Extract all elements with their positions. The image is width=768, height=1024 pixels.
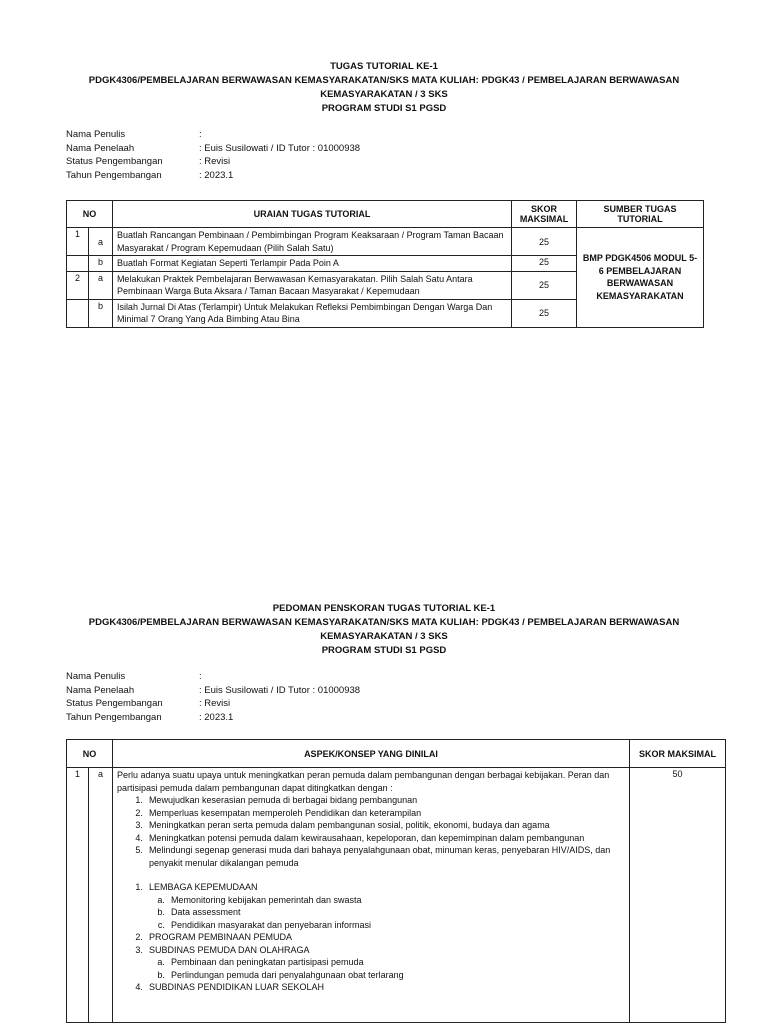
- row-no: 1: [67, 228, 89, 256]
- list-number: 4.: [135, 982, 143, 992]
- header-aspek: ASPEK/KONSEP YANG DINILAI: [112, 740, 629, 768]
- tugas-tutorial-page: [0, 60, 768, 324]
- list-item: [117, 969, 625, 982]
- title-line: PROGRAM STUDI S1 PGSD: [321, 103, 447, 114]
- meta-row: [66, 155, 768, 169]
- list-item: [117, 919, 625, 932]
- title-line: PROGRAM STUDI S1 PGSD: [321, 645, 447, 656]
- meta-row: [66, 169, 768, 183]
- list-text: Perlindungan pemuda dari penyalahgunaan obat terlarang: [170, 969, 404, 980]
- list-number: c.: [157, 919, 165, 930]
- row-no: [67, 256, 89, 272]
- meta-row: [66, 711, 768, 725]
- list-text: SUBDINAS PENDIDIKAN LUAR SEKOLAH: [148, 982, 324, 992]
- meta-label: Tahun Pengembangan: [66, 169, 162, 181]
- list-item: [117, 894, 625, 907]
- meta-value: :: [199, 671, 202, 682]
- list-number: b.: [157, 969, 165, 980]
- row-skor: 50: [630, 768, 726, 1023]
- pedoman-penskoran-page: [0, 602, 768, 992]
- meta-value: : Revisi: [199, 156, 231, 167]
- meta-value: : Revisi: [199, 698, 231, 709]
- row-text: Melakukan Praktek Pembelajaran Berwawasan Kemasyarakatan. Pilih Salah Satu Antara Pembinaan Warga Buta Aksara / Taman Bacaan Masyarakat / Kepemudaan: [112, 271, 511, 299]
- meta-label: Tahun Pengembangan: [66, 711, 162, 723]
- meta-label: Nama Penelaah: [66, 684, 135, 696]
- table-header-row: [67, 740, 726, 768]
- list-number: 2.: [135, 932, 143, 942]
- header-no: NO: [67, 740, 113, 768]
- title-line: KEMASYARAKATAN / 3 SKS: [320, 631, 448, 642]
- list-item: [117, 981, 625, 994]
- list-item: [117, 844, 625, 869]
- meta-row: [66, 684, 768, 698]
- meta-label: Status Pengembangan: [66, 156, 163, 167]
- meta-row: [66, 128, 768, 142]
- task-table: [66, 200, 704, 328]
- row-no: 1: [67, 768, 89, 1023]
- list-text: Memperluas kesempatan memperoleh Pendidikan dan keterampilan: [148, 807, 422, 818]
- meta-label: Status Pengembangan: [66, 698, 163, 709]
- meta-label: Nama Penulis: [66, 671, 126, 682]
- lembaga-list: [117, 881, 625, 994]
- meta-row: [66, 142, 768, 156]
- row-sub: b: [88, 256, 112, 272]
- list-item: [117, 956, 625, 969]
- row-skor: 25: [512, 256, 577, 272]
- header-sumber: SUMBER TUGAS TUTORIAL: [577, 201, 704, 228]
- document-meta: [66, 128, 768, 182]
- row-sub: a: [88, 271, 112, 299]
- page-title: [0, 602, 768, 658]
- header-skor: SKOR MAKSIMAL: [630, 740, 726, 768]
- list-item: [117, 807, 625, 820]
- meta-label: Nama Penelaah: [66, 142, 135, 154]
- table-row: [67, 768, 726, 1023]
- title-line: PDGK4306/PEMBELAJARAN BERWAWASAN KEMASYARAKATAN/SKS MATA KULIAH: PDGK43 / PEMBELAJARAN BERWAWASAN: [88, 75, 680, 86]
- list-number: a.: [157, 894, 165, 905]
- table-row: [67, 228, 704, 256]
- list-item: [117, 881, 625, 894]
- row-skor: 25: [512, 271, 577, 299]
- row-no: 2: [67, 271, 89, 299]
- aspek-content: [112, 768, 629, 1023]
- list-text: Meningkatkan potensi pemuda dalam kewirausahaan, kepeloporan, dan kepemimpinan dalam pembangunan: [148, 832, 585, 843]
- header-uraian: URAIAN TUGAS TUTORIAL: [112, 201, 511, 228]
- row-skor: 25: [512, 299, 577, 327]
- list-item: [117, 906, 625, 919]
- list-number: 5.: [135, 845, 143, 855]
- list-text: Melindungi segenap generasi muda dari bahaya penyalahgunaan obat, minuman keras, penyebaran HIV/AIDS, dan penyakit menular dikalangan pemuda: [148, 845, 611, 868]
- row-no: [67, 299, 89, 327]
- meta-value: : 2023.1: [199, 711, 234, 723]
- list-text: Mewujudkan keserasian pemuda di berbagai bidang pembangunan: [148, 795, 418, 805]
- list-text: LEMBAGA KEPEMUDAAN: [148, 882, 258, 892]
- list-number: 3.: [135, 820, 143, 830]
- meta-value: : 2023.1: [199, 169, 234, 181]
- meta-label: Nama Penulis: [66, 129, 126, 140]
- meta-value: :: [199, 129, 202, 140]
- row-sub: a: [88, 228, 112, 256]
- row-text: Buatlah Format Kegiatan Seperti Terlampir Pada Poin A: [112, 256, 511, 272]
- list-item: [117, 944, 625, 957]
- header-no: NO: [67, 201, 113, 228]
- list-text: SUBDINAS PEMUDA DAN OLAHRAGA: [148, 944, 310, 955]
- list-number: 2.: [135, 807, 143, 818]
- list-text: PROGRAM PEMBINAAN PEMUDA: [148, 932, 292, 942]
- list-text: Meningkatkan peran serta pemuda dalam pembangunan sosial, politik, ekonomi, budaya dan agama: [148, 820, 550, 830]
- aspek-intro: Perlu adanya suatu upaya untuk meningkatkan peran pemuda dalam pembangunan dengan berbagai kebijakan. Peran dan partisipasi pemuda dalam pembangunan dapat ditingkatkan dengan :: [116, 770, 610, 793]
- list-number: b.: [157, 907, 165, 917]
- list-number: 4.: [135, 832, 143, 843]
- row-sub: b: [88, 299, 112, 327]
- list-text: Data assessment: [170, 907, 241, 917]
- page-title: [0, 60, 768, 116]
- title-line: PEDOMAN PENSKORAN TUGAS TUTORIAL KE-1: [272, 603, 496, 614]
- list-number: a.: [157, 957, 165, 967]
- list-text: Pendidikan masyarakat dan penyebaran informasi: [170, 919, 372, 930]
- list-number: 1.: [135, 882, 143, 892]
- document-meta: [66, 670, 768, 724]
- table-header-row: [67, 201, 704, 228]
- list-text: Memonitoring kebijakan pemerintah dan swasta: [170, 894, 362, 905]
- meta-value: : Euis Susilowati / ID Tutor : 01000938: [199, 684, 361, 696]
- list-item: [117, 794, 625, 807]
- meta-value: : Euis Susilowati / ID Tutor : 01000938: [199, 142, 361, 154]
- title-line: KEMASYARAKATAN / 3 SKS: [320, 89, 448, 100]
- scoring-table: [66, 739, 726, 1023]
- list-text: Pembinaan dan peningkatan partisipasi pemuda: [170, 957, 364, 967]
- list-item: [117, 931, 625, 944]
- title-line: TUGAS TUTORIAL KE-1: [330, 61, 438, 72]
- peran-list: [117, 794, 625, 869]
- list-item: [117, 832, 625, 845]
- meta-row: [66, 697, 768, 711]
- title-line: PDGK4306/PEMBELAJARAN BERWAWASAN KEMASYARAKATAN/SKS MATA KULIAH: PDGK43 / PEMBELAJARAN BERWAWASAN: [88, 617, 680, 628]
- list-item: [117, 819, 625, 832]
- row-text: Isilah Jurnal Di Atas (Terlampir) Untuk Melakukan Refleksi Pembimbingan Dengan Warga Dan Minimal 7 Orang Yang Ada Bimbing Atau Bina: [112, 299, 511, 327]
- row-skor: 25: [512, 228, 577, 256]
- row-text: Buatlah Rancangan Pembinaan / Pembimbingan Program Keaksaraan / Program Taman Bacaan Masyarakat / Program Kepemudaan (Pilih Salah Satu): [112, 228, 511, 256]
- meta-row: [66, 670, 768, 684]
- list-number: 1.: [135, 795, 143, 805]
- row-sub: a: [88, 768, 112, 1023]
- header-skor: SKOR MAKSIMAL: [512, 201, 577, 228]
- sumber-cell: BMP PDGK4506 MODUL 5-6 PEMBELAJARAN BERWAWASAN KEMASYARAKATAN: [577, 228, 704, 328]
- list-number: 3.: [135, 944, 143, 955]
